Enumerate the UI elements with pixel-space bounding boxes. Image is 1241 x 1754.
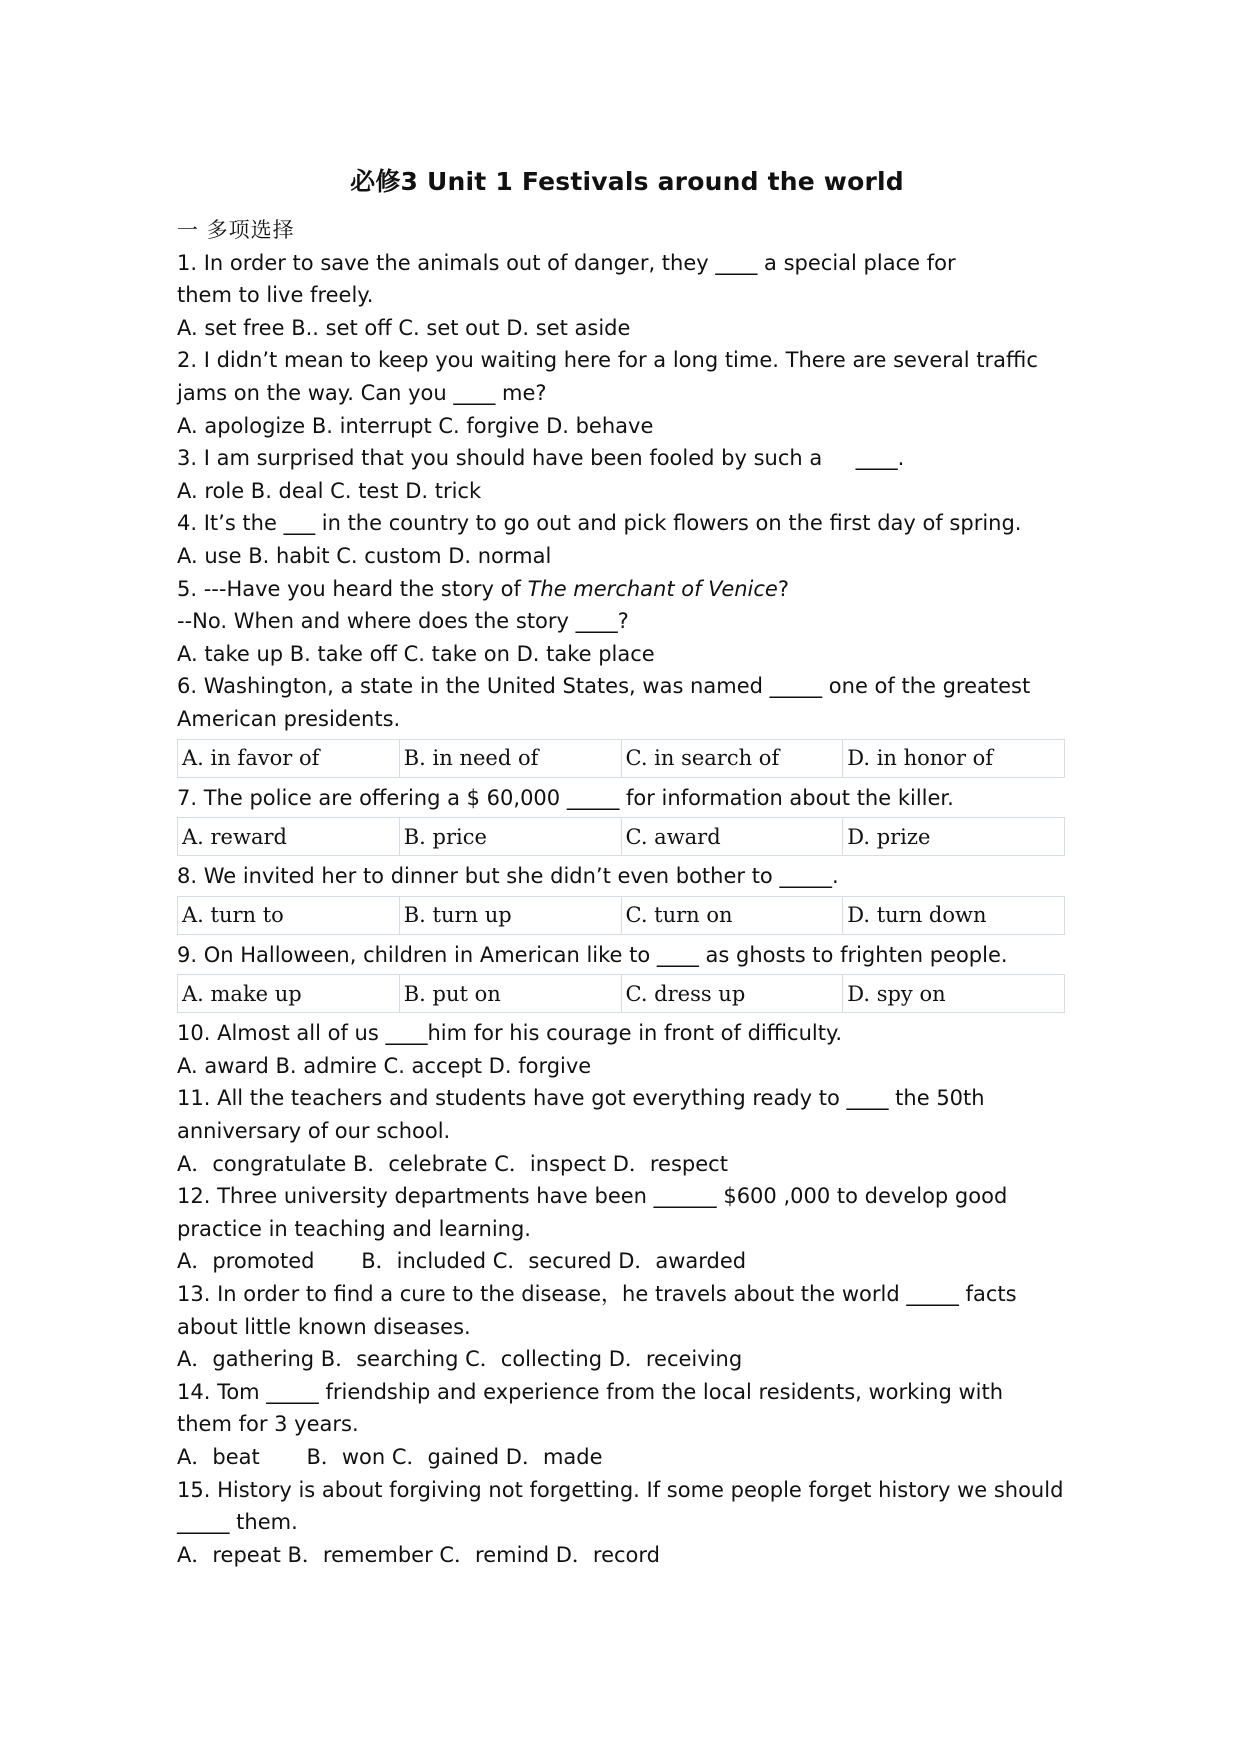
question-options: A. award B. admire C. accept D. forgive — [177, 1053, 592, 1078]
question-text: anniversary of our school. — [177, 1119, 451, 1144]
question-options: A. role B. deal C. test D. trick — [177, 478, 482, 503]
question-2 — [177, 344, 1077, 442]
question-text: 4. It’s the ___ in the country to go out and pick flowers on the first day of spring. — [177, 511, 1022, 536]
options-table — [177, 896, 1065, 935]
option-c: C. turn on — [621, 896, 843, 934]
question-text: 3. I am surprised that you should have been fooled by such a ____. — [177, 446, 905, 471]
option-b: B. price — [399, 818, 621, 856]
question-options: A．repeat B．remember C．remind D．record — [177, 1542, 660, 1567]
question-1 — [177, 247, 1077, 345]
page-title: 必修3 Unit 1 Festivals around the world — [350, 167, 904, 196]
question-10 — [177, 1017, 1077, 1082]
question-text: 13. In order to find a cure to the disease，he travels about the world _____ facts — [177, 1282, 1017, 1307]
option-d: D. spy on — [843, 975, 1065, 1013]
question-text-suffix: ? — [777, 576, 790, 601]
question-text: _____ them. — [177, 1510, 298, 1535]
option-d: D. prize — [843, 818, 1065, 856]
question-text: 15. History is about forgiving not forgetting. If some people forget history we should — [177, 1477, 1064, 1502]
question-text: them for 3 years. — [177, 1412, 359, 1437]
question-text: 6. Washington, a state in the United States, was named _____ one of the greatest — [177, 674, 1031, 699]
option-a: A. make up — [178, 975, 400, 1013]
question-8 — [177, 860, 1077, 935]
options-row — [178, 896, 1065, 934]
options-table — [177, 817, 1065, 856]
options-table — [177, 739, 1065, 778]
option-a: A. reward — [178, 818, 400, 856]
question-text: 8. We invited her to dinner but she didn’t even bother to _____. — [177, 864, 839, 889]
question-options: A. apologize B. interrupt C. forgive D. behave — [177, 413, 654, 438]
question-9 — [177, 939, 1077, 1014]
option-d: D. turn down — [843, 896, 1065, 934]
question-text-prefix: 5. ---Have you heard the story of — [177, 576, 528, 601]
options-row — [178, 818, 1065, 856]
question-5 — [177, 573, 1077, 671]
question-options: A. set free B.. set off C. set out D. set aside — [177, 315, 631, 340]
question-text: practice in teaching and learning. — [177, 1216, 531, 1241]
section-heading: 一 多项选择 — [177, 218, 295, 242]
question-text: them to live freely. — [177, 283, 374, 308]
question-text: jams on the way. Can you ____ me? — [177, 380, 547, 405]
question-11 — [177, 1082, 1077, 1180]
question-text: 10. Almost all of us ____him for his courage in front of difficulty. — [177, 1021, 843, 1046]
question-list — [177, 214, 1077, 1571]
option-a: A. turn to — [178, 896, 400, 934]
question-text: 12. Three university departments have been ______ $600 ,000 to develop good — [177, 1184, 1008, 1209]
question-options: A. take up B. take off C. take on D. take place — [177, 641, 655, 666]
question-options: A．gathering B．searching C．collecting D．receiving — [177, 1347, 743, 1372]
question-text: --No. When and where does the story ____? — [177, 609, 629, 634]
question-text: 7. The police are offering a $ 60,000 _____ for information about the killer. — [177, 785, 954, 810]
options-row — [178, 975, 1065, 1013]
question-14 — [177, 1376, 1077, 1474]
question-text: 1. In order to save the animals out of danger, they ____ a special place for — [177, 250, 956, 275]
question-text — [177, 573, 1077, 606]
option-d: D. in honor of — [843, 739, 1065, 777]
question-13 — [177, 1278, 1077, 1376]
question-text: 14. Tom _____ friendship and experience from the local residents, working with — [177, 1379, 1004, 1404]
question-6 — [177, 670, 1077, 777]
question-text: 11. All the teachers and students have got everything ready to ____ the 50th — [177, 1086, 985, 1111]
question-options: A．promoted B．included C．secured D．awarded — [177, 1249, 747, 1274]
question-4 — [177, 507, 1077, 572]
option-a: A. in favor of — [178, 739, 400, 777]
question-12 — [177, 1180, 1077, 1278]
question-3 — [177, 442, 1077, 507]
question-options: A．beat B．won C．gained D．made — [177, 1445, 603, 1469]
question-text: 2. I didn’t mean to keep you waiting here for a long time. There are several traffic — [177, 348, 1038, 373]
book-title: The merchant of Venice — [527, 576, 778, 601]
options-row — [178, 739, 1065, 777]
question-7 — [177, 782, 1077, 857]
question-text: 9. On Halloween, children in American like to ____ as ghosts to frighten people. — [177, 942, 1008, 967]
question-options: A. use B. habit C. custom D. normal — [177, 543, 552, 568]
question-text: about little known diseases. — [177, 1314, 471, 1339]
question-options: A．congratulate B．celebrate C．inspect D．respect — [177, 1151, 728, 1176]
option-c: C. in search of — [621, 739, 843, 777]
options-table — [177, 974, 1065, 1013]
question-15 — [177, 1474, 1077, 1572]
option-b: B. put on — [399, 975, 621, 1013]
option-c: C. dress up — [621, 975, 843, 1013]
question-text: American presidents. — [177, 706, 401, 731]
option-c: C. award — [621, 818, 843, 856]
option-b: B. turn up — [399, 896, 621, 934]
option-b: B. in need of — [399, 739, 621, 777]
